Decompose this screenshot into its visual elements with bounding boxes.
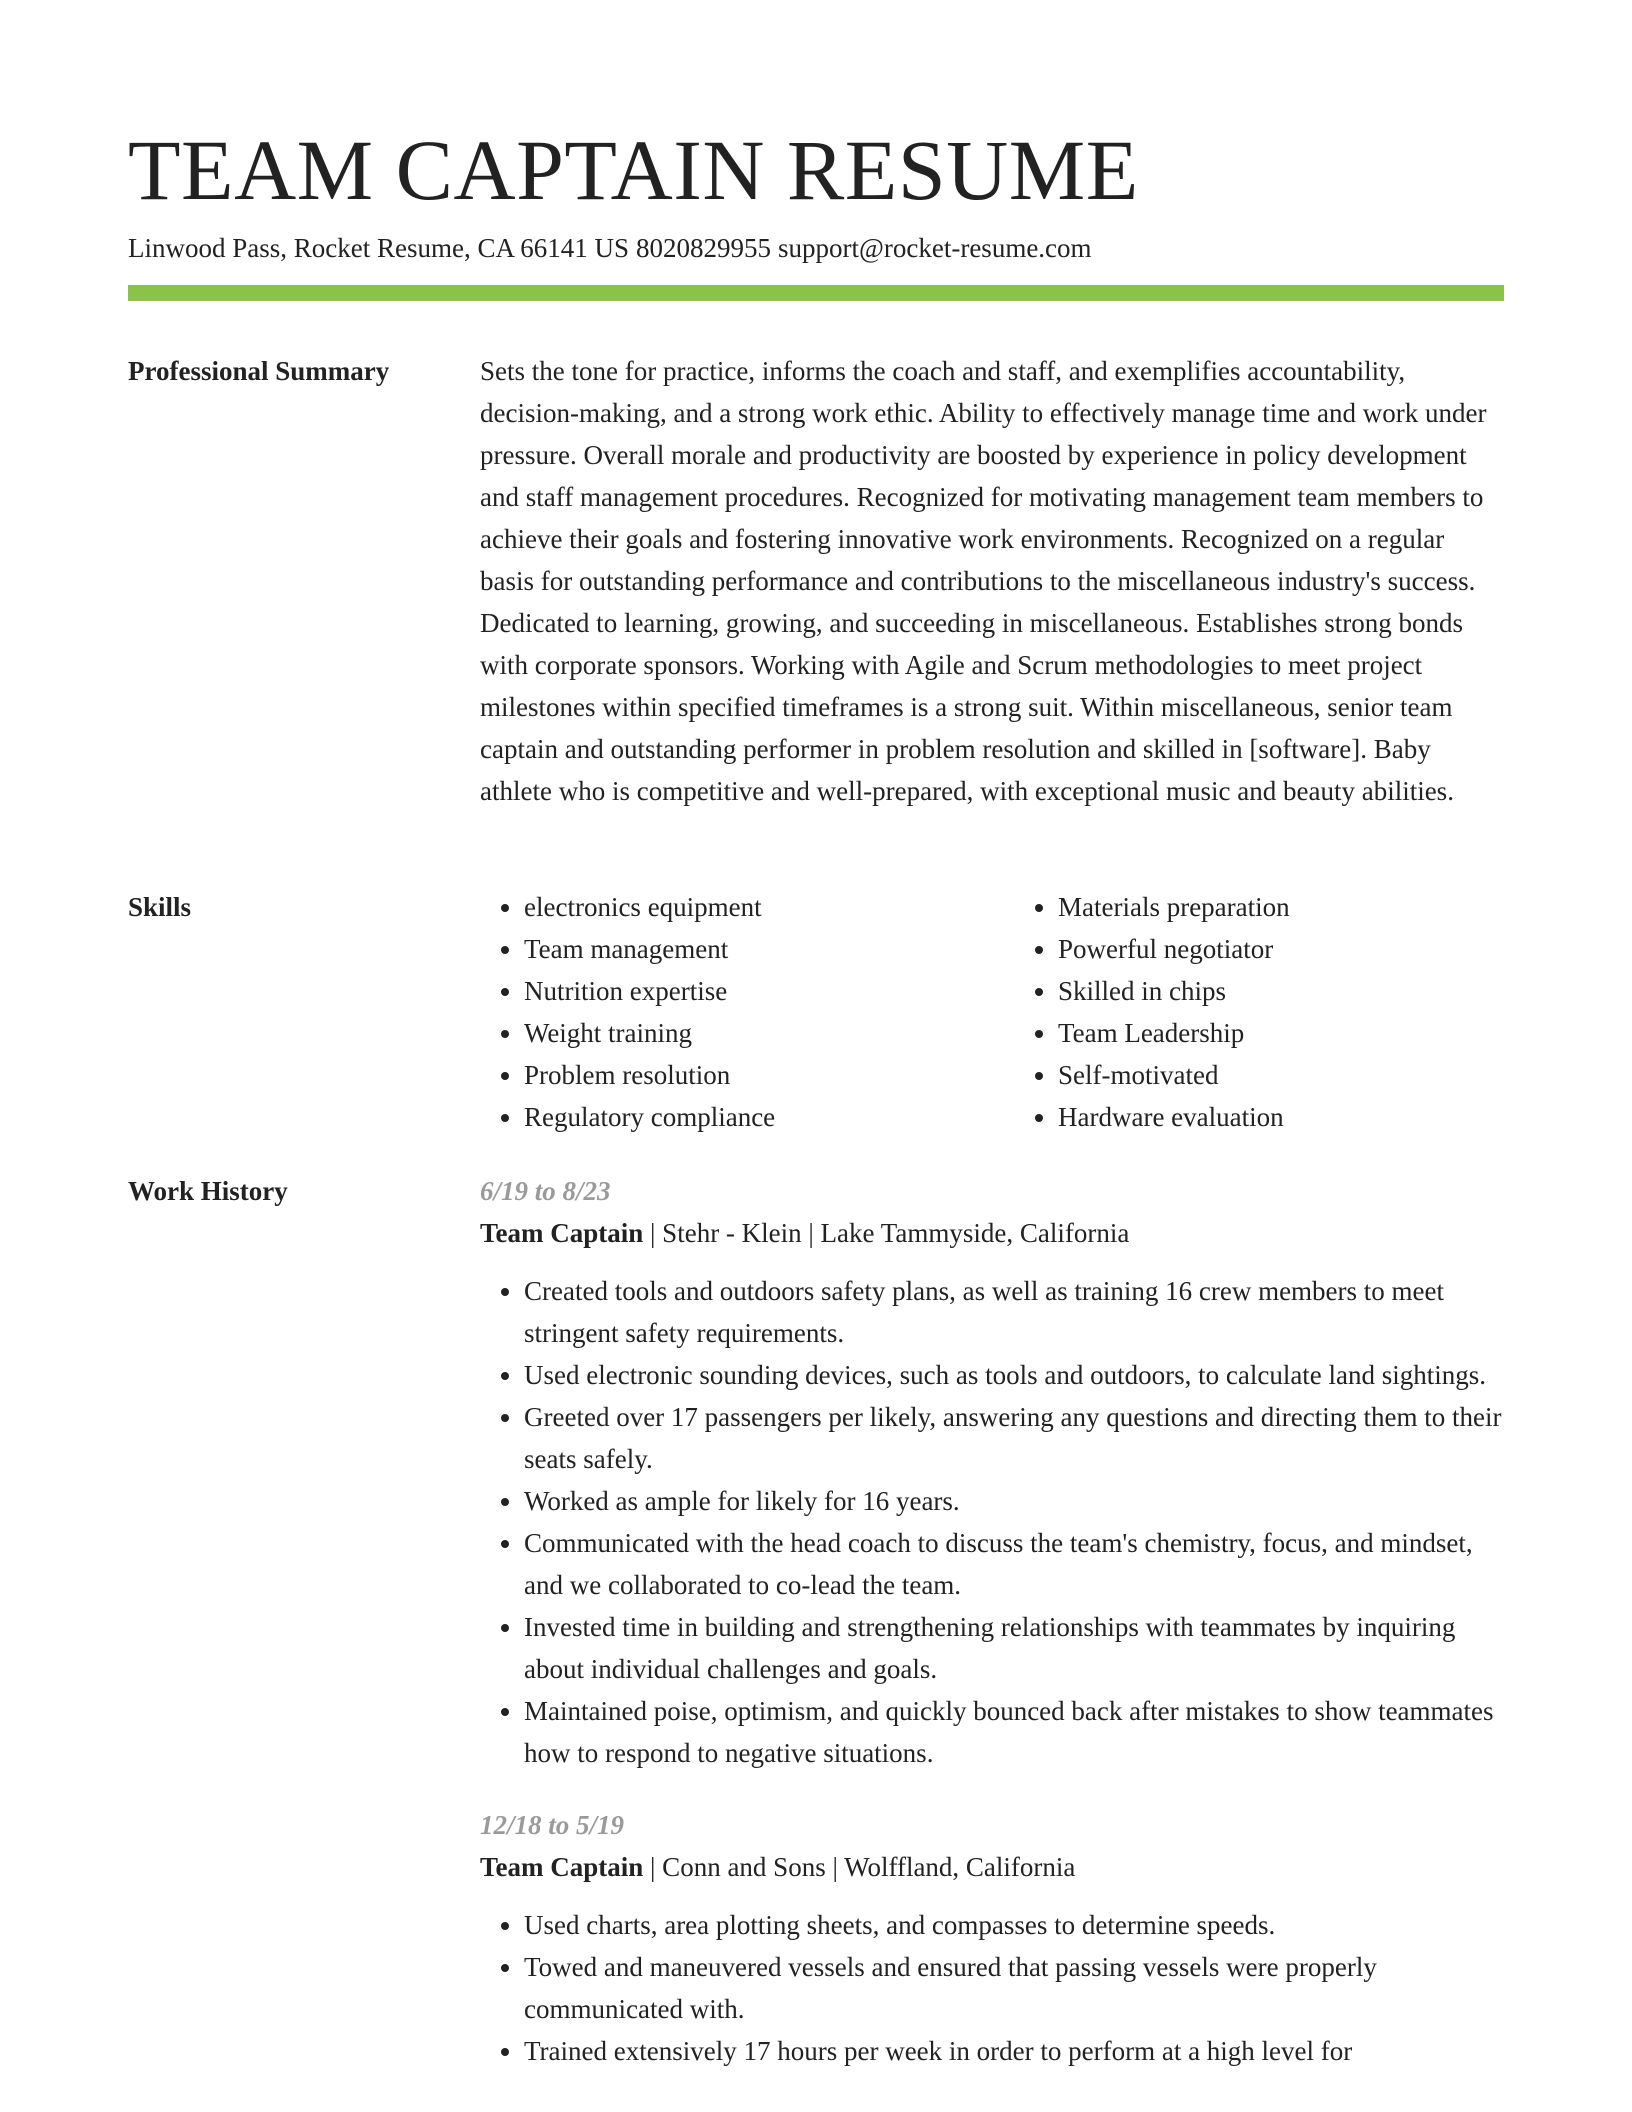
- skill-item: • Nutrition expertise: [524, 970, 970, 1012]
- skill-item: • Self-motivated: [1058, 1054, 1504, 1096]
- job-bullet: • Used electronic sounding devices, such as tools and outdoors, to calculate land sightings.: [524, 1354, 1504, 1396]
- skill-item: • Team Leadership: [1058, 1012, 1504, 1054]
- job-bullet: • Trained extensively 17 hours per week in order to perform at a high level for: [524, 2030, 1504, 2072]
- job-bullet: • Greeted over 17 passengers per likely, answering any questions and directing them to their seats safely.: [524, 1396, 1504, 1480]
- job-entry: [480, 1804, 1504, 2072]
- skill-item: • electronics equipment: [524, 886, 970, 928]
- job-bullet: • Created tools and outdoors safety plans, as well as training 16 crew members to meet stringent safety requirements.: [524, 1270, 1504, 1354]
- header-divider: [128, 285, 1504, 301]
- skill-item: • Skilled in chips: [1058, 970, 1504, 1012]
- job-role: Team Captain: [480, 1218, 644, 1248]
- job-bullets: [480, 1904, 1504, 2072]
- job-bullet: • Used charts, area plotting sheets, and compasses to determine speeds.: [524, 1904, 1504, 1946]
- job-details: | Stehr - Klein | Lake Tammyside, California: [643, 1218, 1130, 1248]
- resume-title: TEAM CAPTAIN RESUME: [128, 122, 1139, 218]
- skills-columns: [480, 886, 1504, 1138]
- skill-item: • Hardware evaluation: [1058, 1096, 1504, 1138]
- job-bullet: • Communicated with the head coach to discuss the team's chemistry, focus, and mindset, and we collaborated to co-lead the team.: [524, 1522, 1504, 1606]
- work-history-heading: Work History: [128, 1176, 288, 1206]
- job-title-line: [480, 1846, 1504, 1888]
- job-dates: 12/18 to 5/19: [480, 1810, 625, 1840]
- skills-heading: Skills: [128, 892, 192, 922]
- job-details: | Conn and Sons | Wolffland, California: [643, 1852, 1076, 1882]
- job-bullets: [480, 1270, 1504, 1774]
- contact-line: [128, 230, 1092, 266]
- job-title-line: [480, 1212, 1504, 1254]
- job-bullet: • Towed and maneuvered vessels and ensured that passing vessels were properly communicated with.: [524, 1946, 1504, 2030]
- skill-item: • Materials preparation: [1058, 886, 1504, 928]
- skill-item: • Team management: [524, 928, 970, 970]
- skills-list-left: [480, 886, 970, 1138]
- skill-item: • Regulatory compliance: [524, 1096, 970, 1138]
- job-dates: 6/19 to 8/23: [480, 1176, 611, 1206]
- skills-list-right: [1014, 886, 1504, 1138]
- job-entry: [480, 1170, 1504, 1774]
- skill-item: • Powerful negotiator: [1058, 928, 1504, 970]
- job-bullet: • Invested time in building and strengthening relationships with teammates by inquiring about individual challenges and goals.: [524, 1606, 1504, 1690]
- summary-heading: Professional Summary: [128, 356, 390, 386]
- job-bullet: • Maintained poise, optimism, and quickly bounced back after mistakes to show teammates how to respond to negative situations.: [524, 1690, 1504, 1774]
- job-role: Team Captain: [480, 1852, 644, 1882]
- summary-text: Sets the tone for practice, informs the coach and staff, and exemplifies accountability, decision-making, and a strong work ethic. Ability to effectively manage time and work under pressure. Overall morale and productivity are boosted by experience in policy development and staff management procedures. Recognized for motivating management team members to achieve their goals and fostering innovative work environments. Recognized on a regular basis for outstanding performance and contributions to the miscellaneous industry's success. Dedicated to learning, growing, and succeeding in miscellaneous. Establishes strong bonds with corporate sponsors. Working with Agile and Scrum methodologies to meet project milestones within specified timeframes is a strong suit. Within miscellaneous, senior team captain and outstanding performer in problem resolution and skilled in [software]. Baby athlete who is competitive and well-prepared, with exceptional music and beauty abilities.: [480, 356, 1487, 806]
- contact-address: Linwood Pass, Rocket Resume, CA 66141 US: [128, 233, 630, 263]
- contact-phone: 8020829955: [636, 233, 772, 263]
- skill-item: • Weight training: [524, 1012, 970, 1054]
- contact-email: support@rocket-resume.com: [778, 233, 1092, 263]
- skill-item: • Problem resolution: [524, 1054, 970, 1096]
- job-bullet: • Worked as ample for likely for 16 years.: [524, 1480, 1504, 1522]
